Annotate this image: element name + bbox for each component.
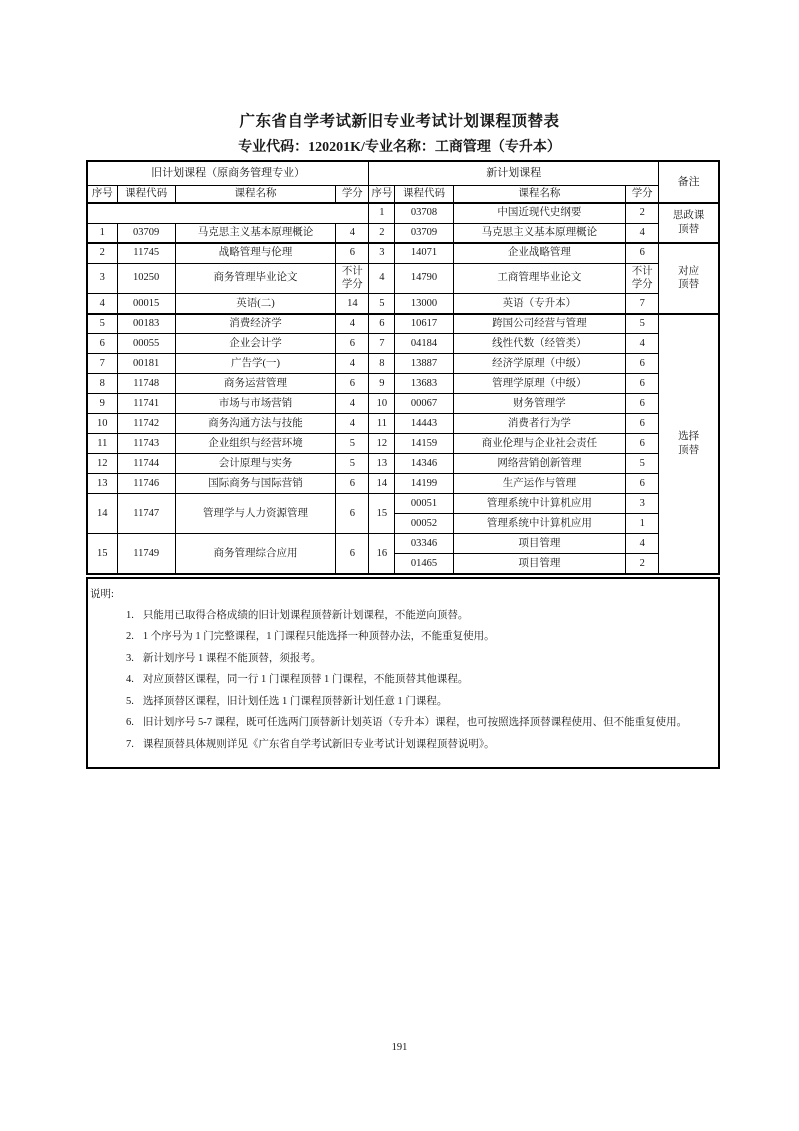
page-subtitle: 专业代码：120201K/专业名称：工商管理（专升本） (238, 140, 561, 155)
new-credit-cell: 3 (626, 494, 659, 514)
table-row (87, 263, 719, 294)
old-no-cell: 2 (87, 243, 117, 263)
new-credit-cell: 5 (626, 454, 659, 474)
note-text: 1 个序号为 1 门完整课程，1 门课程只能选择一种顶替办法，不能重复使用。 (142, 631, 495, 643)
note-number: 4. (126, 674, 134, 686)
old-credit-cell: 6 (336, 474, 369, 494)
old-code-cell: 11741 (117, 394, 175, 414)
new-no-cell: 8 (369, 354, 395, 374)
old-credit-cell: 不计学分 (336, 263, 369, 294)
notes-box (86, 577, 720, 770)
old-no-cell: 9 (87, 394, 117, 414)
new-name-cell: 管理系统中计算机应用 (453, 514, 626, 534)
old-credit-cell: 4 (336, 414, 369, 434)
new-no-cell: 7 (369, 334, 395, 354)
new-code-cell: 03708 (395, 203, 453, 223)
new-no-cell: 12 (369, 434, 395, 454)
old-credit-cell: 4 (336, 354, 369, 374)
col-header-new-1: 课程代码 (395, 185, 453, 203)
note-item (90, 712, 716, 734)
old-credit-cell: 6 (336, 374, 369, 394)
old-name-cell: 商务运营管理 (175, 374, 336, 394)
old-no-cell: 10 (87, 414, 117, 434)
new-no-cell: 9 (369, 374, 395, 394)
new-name-cell: 中国近现代史纲要 (453, 203, 626, 223)
new-credit-cell: 6 (626, 474, 659, 494)
new-credit-cell: 2 (626, 554, 659, 574)
note-item (90, 734, 716, 756)
col-header-old-2: 课程名称 (175, 185, 336, 203)
page-number: 191 (391, 1042, 408, 1053)
old-credit-cell: 4 (336, 394, 369, 414)
table-row (87, 454, 719, 474)
note-text: 只能用已取得合格成绩的旧计划课程顶替新计划课程，不能逆向顶替。 (142, 609, 469, 621)
old-credit-cell: 5 (336, 434, 369, 454)
old-plan-section-header: 旧计划课程（原商务管理专业） (87, 161, 369, 185)
new-name-cell: 企业战略管理 (453, 243, 626, 263)
new-no-cell: 11 (369, 414, 395, 434)
old-code-cell: 00181 (117, 354, 175, 374)
remark-column-header: 备注 (659, 161, 719, 203)
old-name-cell: 消费经济学 (175, 314, 336, 334)
new-name-cell: 英语（专升本） (453, 294, 626, 314)
old-name-cell: 商务管理毕业论文 (175, 263, 336, 294)
old-name-cell: 企业会计学 (175, 334, 336, 354)
notes-list (90, 605, 716, 756)
new-name-cell: 线性代数（经管类） (453, 334, 626, 354)
note-text: 新计划序号 1 课程不能顶替，须报考。 (142, 652, 322, 664)
new-credit-cell: 4 (626, 223, 659, 243)
note-number: 5. (126, 695, 134, 707)
old-no-cell: 12 (87, 454, 117, 474)
old-name-cell: 市场与市场营销 (175, 394, 336, 414)
old-credit-cell: 14 (336, 294, 369, 314)
table-row (87, 354, 719, 374)
old-no-cell: 14 (87, 494, 117, 534)
note-item (90, 669, 716, 691)
new-code-cell: 01465 (395, 554, 453, 574)
note-text: 对应顶替区课程，同一行 1 门课程顶替 1 门课程，不能顶替其他课程。 (142, 674, 469, 686)
note-text: 选择顶替区课程，旧计划任选 1 门课程顶替新计划任意 1 门课程。 (142, 695, 448, 707)
old-code-cell: 11743 (117, 434, 175, 454)
note-number: 7. (126, 738, 134, 750)
old-code-cell: 00183 (117, 314, 175, 334)
old-name-cell: 管理学与人力资源管理 (175, 494, 336, 534)
old-no-cell: 7 (87, 354, 117, 374)
old-empty-cell (87, 203, 369, 223)
new-name-cell: 商业伦理与企业社会责任 (453, 434, 626, 454)
new-code-cell: 03346 (395, 534, 453, 554)
new-credit-cell: 不计学分 (626, 263, 659, 294)
page-title: 广东省自学考试新旧专业考试计划课程顶替表 (239, 113, 560, 130)
new-no-cell: 2 (369, 223, 395, 243)
old-code-cell: 11746 (117, 474, 175, 494)
old-no-cell: 13 (87, 474, 117, 494)
new-name-cell: 管理系统中计算机应用 (453, 494, 626, 514)
new-name-cell: 财务管理学 (453, 394, 626, 414)
new-credit-cell: 2 (626, 203, 659, 223)
new-name-cell: 经济学原理（中级） (453, 354, 626, 374)
old-name-cell: 广告学(一) (175, 354, 336, 374)
new-no-cell: 10 (369, 394, 395, 414)
new-code-cell: 14790 (395, 263, 453, 294)
new-name-cell: 项目管理 (453, 554, 626, 574)
table-row (87, 474, 719, 494)
table-section-header-row (87, 161, 719, 185)
old-no-cell: 11 (87, 434, 117, 454)
table-row (87, 223, 719, 243)
new-credit-cell: 6 (626, 394, 659, 414)
old-name-cell: 商务管理综合应用 (175, 534, 336, 574)
old-name-cell: 马克思主义基本原理概论 (175, 223, 336, 243)
new-plan-section-header: 新计划课程 (369, 161, 659, 185)
new-code-cell: 03709 (395, 223, 453, 243)
new-name-cell: 跨国公司经营与管理 (453, 314, 626, 334)
old-credit-cell: 6 (336, 494, 369, 534)
new-credit-cell: 5 (626, 314, 659, 334)
old-name-cell: 国际商务与国际营销 (175, 474, 336, 494)
new-name-cell: 消费者行为学 (453, 414, 626, 434)
col-header-old-0: 序号 (87, 185, 117, 203)
old-no-cell: 4 (87, 294, 117, 314)
old-name-cell: 企业组织与经营环境 (175, 434, 336, 454)
old-code-cell: 03709 (117, 223, 175, 243)
note-number: 1. (126, 609, 134, 621)
col-header-new-2: 课程名称 (453, 185, 626, 203)
new-credit-cell: 6 (626, 374, 659, 394)
new-code-cell: 00051 (395, 494, 453, 514)
old-no-cell: 8 (87, 374, 117, 394)
new-credit-cell: 6 (626, 434, 659, 454)
old-credit-cell: 6 (336, 534, 369, 574)
new-no-cell: 6 (369, 314, 395, 334)
old-no-cell: 5 (87, 314, 117, 334)
old-credit-cell: 5 (336, 454, 369, 474)
table-column-header-row (87, 185, 719, 203)
table-row (87, 203, 719, 223)
new-name-cell: 工商管理毕业论文 (453, 263, 626, 294)
note-number: 2. (126, 631, 134, 643)
note-item (90, 691, 716, 713)
new-credit-cell: 1 (626, 514, 659, 534)
note-number: 6. (126, 717, 134, 729)
col-header-new-3: 学分 (626, 185, 659, 203)
new-credit-cell: 7 (626, 294, 659, 314)
table-row (87, 243, 719, 263)
new-no-cell: 1 (369, 203, 395, 223)
new-code-cell: 14199 (395, 474, 453, 494)
note-text: 旧计划序号 5-7 课程，既可任选两门顶替新计划英语（专升本）课程，也可按照选择顶替课程使用、但不能重复使用。 (142, 717, 688, 729)
new-no-cell: 14 (369, 474, 395, 494)
table-row (87, 414, 719, 434)
notes-label: 说明: (90, 588, 114, 600)
old-code-cell: 00015 (117, 294, 175, 314)
remark-cell: 选择 顶替 (659, 314, 719, 574)
new-name-cell: 管理学原理（中级） (453, 374, 626, 394)
remark-cell: 思政课 顶替 (659, 203, 719, 243)
old-code-cell: 11742 (117, 414, 175, 434)
remark-cell: 对应 顶替 (659, 243, 719, 314)
new-credit-cell: 6 (626, 243, 659, 263)
old-code-cell: 00055 (117, 334, 175, 354)
table-row (87, 434, 719, 454)
col-header-new-0: 序号 (369, 185, 395, 203)
old-code-cell: 11748 (117, 374, 175, 394)
new-no-cell: 5 (369, 294, 395, 314)
new-code-cell: 13683 (395, 374, 453, 394)
new-code-cell: 14443 (395, 414, 453, 434)
new-code-cell: 00052 (395, 514, 453, 534)
new-code-cell: 10617 (395, 314, 453, 334)
old-name-cell: 商务沟通方法与技能 (175, 414, 336, 434)
old-code-cell: 10250 (117, 263, 175, 294)
old-no-cell: 15 (87, 534, 117, 574)
new-code-cell: 13887 (395, 354, 453, 374)
old-code-cell: 11747 (117, 494, 175, 534)
old-code-cell: 11745 (117, 243, 175, 263)
new-no-cell: 16 (369, 534, 395, 574)
note-item (90, 626, 716, 648)
old-no-cell: 3 (87, 263, 117, 294)
new-no-cell: 13 (369, 454, 395, 474)
old-credit-cell: 4 (336, 314, 369, 334)
old-no-cell: 1 (87, 223, 117, 243)
old-name-cell: 英语(二) (175, 294, 336, 314)
new-code-cell: 00067 (395, 394, 453, 414)
table-row (87, 314, 719, 334)
table-row (87, 334, 719, 354)
old-code-cell: 11749 (117, 534, 175, 574)
new-code-cell: 14071 (395, 243, 453, 263)
col-header-old-1: 课程代码 (117, 185, 175, 203)
table-row (87, 294, 719, 314)
table-row (87, 494, 719, 514)
old-name-cell: 战略管理与伦理 (175, 243, 336, 263)
old-no-cell: 6 (87, 334, 117, 354)
old-credit-cell: 4 (336, 223, 369, 243)
new-credit-cell: 6 (626, 354, 659, 374)
course-replacement-table (86, 160, 720, 575)
new-no-cell: 4 (369, 263, 395, 294)
new-name-cell: 生产运作与管理 (453, 474, 626, 494)
new-no-cell: 15 (369, 494, 395, 534)
old-credit-cell: 6 (336, 334, 369, 354)
table-row (87, 374, 719, 394)
col-header-old-3: 学分 (336, 185, 369, 203)
new-name-cell: 网络营销创新管理 (453, 454, 626, 474)
new-code-cell: 14346 (395, 454, 453, 474)
note-item (90, 605, 716, 627)
new-code-cell: 04184 (395, 334, 453, 354)
new-credit-cell: 4 (626, 334, 659, 354)
new-name-cell: 项目管理 (453, 534, 626, 554)
new-name-cell: 马克思主义基本原理概论 (453, 223, 626, 243)
new-credit-cell: 4 (626, 534, 659, 554)
new-code-cell: 13000 (395, 294, 453, 314)
note-number: 3. (126, 652, 134, 664)
note-text: 课程顶替具体规则详见《广东省自学考试新旧专业考试计划课程顶替说明》。 (142, 738, 495, 750)
old-name-cell: 会计原理与实务 (175, 454, 336, 474)
new-credit-cell: 6 (626, 414, 659, 434)
new-no-cell: 3 (369, 243, 395, 263)
old-credit-cell: 6 (336, 243, 369, 263)
table-row (87, 394, 719, 414)
note-item (90, 648, 716, 670)
new-code-cell: 14159 (395, 434, 453, 454)
table-row (87, 534, 719, 554)
old-code-cell: 11744 (117, 454, 175, 474)
